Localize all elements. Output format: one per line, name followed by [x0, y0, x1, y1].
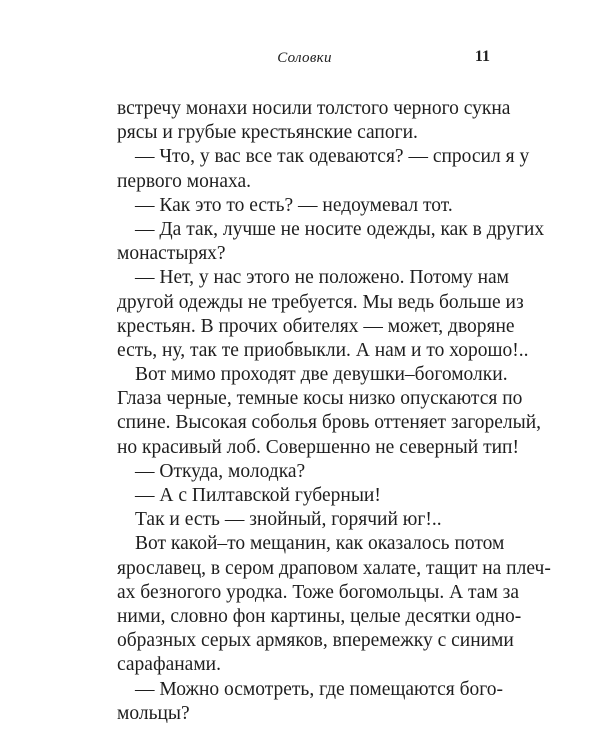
running-title: Соловки: [277, 50, 332, 66]
text-line: — Откуда, молодка?: [135, 460, 306, 482]
text-line: — А с Пилтавской губерныи!: [135, 485, 381, 506]
text-line: монастырях?: [117, 243, 226, 265]
text-line: но красивый лоб. Совершенно не северный тип!: [117, 436, 519, 458]
text-line: — Можно осмотреть, где помещаются бого-: [135, 678, 504, 700]
text-line: сарафанами.: [117, 654, 221, 676]
body-text: [117, 97, 551, 726]
text-line: рясы и грубые крестьянские сапоги.: [117, 122, 418, 144]
text-line: спине. Высокая соболья бровь оттеняет загорелый,: [117, 412, 542, 434]
text-line: — Как это то есть? — недоумевал тот.: [135, 194, 453, 216]
text-line: — Да так, лучше не носите одежды, как в других: [135, 218, 545, 240]
text-line: — Нет, у нас этого не положено. Потому нам: [135, 267, 509, 289]
text-line: мольцы?: [117, 702, 190, 724]
text-line: ярославец, в сером драповом халате, тащит на плеч-: [117, 557, 551, 579]
text-line: Вот какой–то мещанин, как оказалось потом: [135, 533, 505, 555]
text-line: Так и есть — знойный, горячий юг!..: [135, 509, 442, 531]
running-header: [117, 48, 492, 72]
text-line: Глаза черные, темные косы низко опускаются по: [117, 388, 523, 410]
text-line: есть, ну, так те приобвыкли. А нам и то хорошо!..: [117, 339, 529, 361]
text-line: другой одежды не требуется. Мы ведь больше из: [117, 291, 524, 313]
text-line: — Что, у вас все так одеваются? — спросил я у: [135, 146, 530, 168]
text-line: встречу монахи носили толстого черного сукна: [117, 98, 511, 119]
text-line: Вот мимо проходят две девушки–богомолки.: [135, 364, 508, 386]
text-line: крестьян. В прочих обителях — может, дворяне: [117, 315, 515, 337]
text-line: ах безногого уродка. Тоже богомольцы. А там за: [117, 581, 520, 603]
text-line: образных серых армяков, вперемежку с синими: [117, 630, 514, 652]
page-number: 11: [474, 48, 490, 65]
text-line: первого монаха.: [117, 170, 252, 192]
text-line: ними, словно фон картины, целые десятки одно-: [117, 605, 522, 627]
